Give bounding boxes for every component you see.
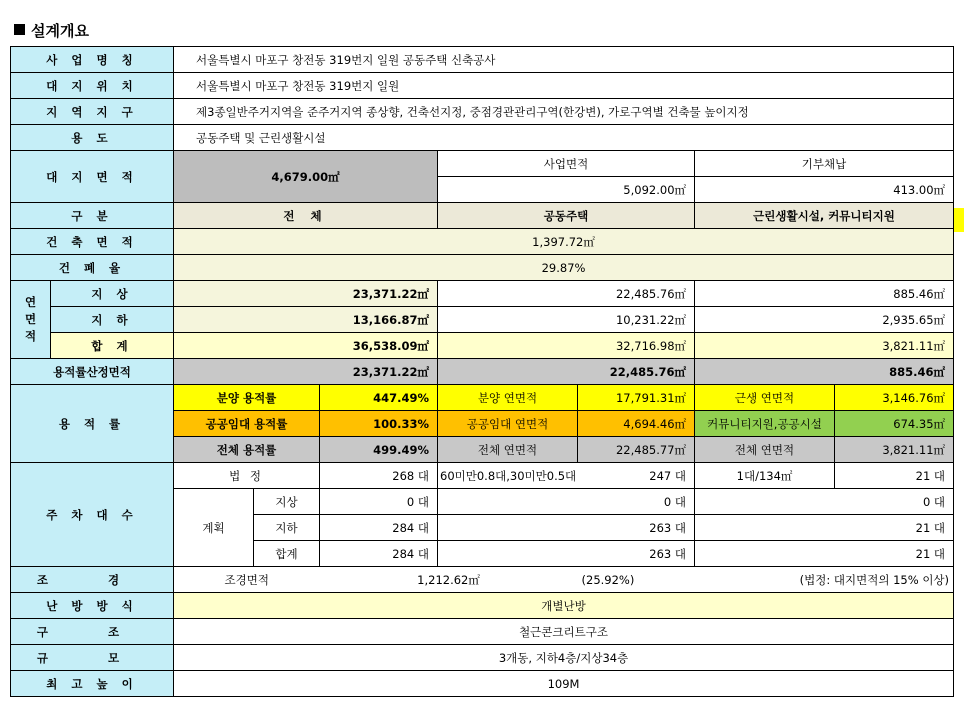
parking-above-housing: 0 대 (438, 489, 695, 515)
sale-floor-label: 분양 연면적 (438, 385, 578, 411)
floor-above-total: 23,371.22㎡ (174, 281, 438, 307)
floor-sum-label: 합 계 (51, 333, 174, 359)
far-rental-label: 공공임대 용적률 (174, 411, 320, 437)
parking-legal-nb-note: 1대/134㎡ (695, 463, 835, 489)
floor-sum-total: 36,538.09㎡ (174, 333, 438, 359)
parking-label: 주 차 대 수 (11, 463, 174, 567)
floor-sum-neighborhood: 3,821.11㎡ (695, 333, 954, 359)
far-sale-label: 분양 용적률 (174, 385, 320, 411)
community-value: 674.35㎡ (835, 411, 954, 437)
division-total: 전 체 (174, 203, 438, 229)
row-building-area (11, 229, 954, 255)
far-total-value: 499.49% (320, 437, 438, 463)
zone-value: 제3종일반주거지역을 준주거지역 종상향, 건축선지정, 중점경관관리구역(한강변), 가로구역별 건축물 높이지정 (174, 99, 954, 125)
nb-floor-value: 3,146.76㎡ (835, 385, 954, 411)
row-far-sale (11, 385, 954, 411)
building-area-label: 건 축 면 적 (11, 229, 174, 255)
far-total-label: 전체 용적률 (174, 437, 320, 463)
site-location-label: 대 지 위 치 (11, 73, 174, 99)
building-area-value: 1,397.72㎡ (174, 229, 954, 255)
division-neighborhood: 근린생활시설, 커뮤니티지원 (695, 203, 954, 229)
far-rental-value: 100.33% (320, 411, 438, 437)
height-value: 109M (174, 671, 954, 697)
scale-value: 3개동, 지하4층/지상34층 (174, 645, 954, 671)
parking-sum-nb: 21 대 (695, 541, 954, 567)
nb-total-floor-value: 3,821.11㎡ (835, 437, 954, 463)
row-site-area-1 (11, 151, 954, 177)
division-label: 구 분 (11, 203, 174, 229)
site-area-value: 4,679.00㎡ (174, 151, 438, 203)
community-label: 커뮤니티지원,공공시설 (695, 411, 835, 437)
total-floor-value: 22,485.77㎡ (578, 437, 695, 463)
parking-sum-label: 합계 (254, 541, 320, 567)
landscape-legal: (법정: 대지면적의 15% 이상) (695, 567, 954, 593)
row-structure (11, 619, 954, 645)
row-height (11, 671, 954, 697)
rental-floor-value: 4,694.46㎡ (578, 411, 695, 437)
parking-legal-label: 법 정 (174, 463, 320, 489)
biz-area-label: 사업면적 (438, 151, 695, 177)
zone-label: 지 역 지 구 (11, 99, 174, 125)
parking-above-label: 지상 (254, 489, 320, 515)
highlight-marker (954, 208, 964, 232)
row-scale (11, 645, 954, 671)
floor-below-total: 13,166.87㎡ (174, 307, 438, 333)
far-label: 용 적 률 (11, 385, 174, 463)
height-label: 최 고 높 이 (11, 671, 174, 697)
far-area-label: 용적률산정면적 (11, 359, 174, 385)
row-project-name (11, 47, 954, 73)
row-coverage (11, 255, 954, 281)
heating-value: 개별난방 (174, 593, 954, 619)
structure-label: 구 조 (11, 619, 174, 645)
parking-legal-housing: 247 대 (578, 463, 695, 489)
nb-total-floor-label: 전체 연면적 (695, 437, 835, 463)
far-area-total: 23,371.22㎡ (174, 359, 438, 385)
row-floor-sum (11, 333, 954, 359)
parking-below-housing: 263 대 (438, 515, 695, 541)
biz-area-value: 5,092.00㎡ (438, 177, 695, 203)
parking-below-total: 284 대 (320, 515, 438, 541)
floor-above-label: 지 상 (51, 281, 174, 307)
design-overview-table (10, 46, 954, 697)
parking-above-nb: 0 대 (695, 489, 954, 515)
total-floor-label: 전체 연면적 (438, 437, 578, 463)
row-floor-above (11, 281, 954, 307)
far-area-housing: 22,485.76㎡ (438, 359, 695, 385)
floor-above-housing: 22,485.76㎡ (438, 281, 695, 307)
far-area-neighborhood: 885.46㎡ (695, 359, 954, 385)
row-site-location (11, 73, 954, 99)
project-name-value: 서울특별시 마포구 창전동 319번지 일원 공동주택 신축공사 (174, 47, 954, 73)
parking-sum-total: 284 대 (320, 541, 438, 567)
parking-legal-total: 268 대 (320, 463, 438, 489)
floor-sum-housing: 32,716.98㎡ (438, 333, 695, 359)
landscape-area-label: 조경면적 (174, 567, 320, 593)
row-parking-legal (11, 463, 954, 489)
floor-area-group-label: 연 면 적 (11, 281, 51, 359)
section-title: 설계개요 (14, 20, 89, 41)
donate-label: 기부채납 (695, 151, 954, 177)
coverage-label: 건 폐 율 (11, 255, 174, 281)
floor-below-label: 지 하 (51, 307, 174, 333)
heating-label: 난 방 방 식 (11, 593, 174, 619)
landscape-area-value: 1,212.62㎡ (320, 567, 578, 593)
donate-value: 413.00㎡ (695, 177, 954, 203)
far-sale-value: 447.49% (320, 385, 438, 411)
rental-floor-label: 공공임대 연면적 (438, 411, 578, 437)
row-far-area (11, 359, 954, 385)
parking-sum-housing: 263 대 (438, 541, 695, 567)
floor-below-neighborhood: 2,935.65㎡ (695, 307, 954, 333)
division-housing: 공동주택 (438, 203, 695, 229)
structure-value: 철근콘크리트구조 (174, 619, 954, 645)
use-value: 공동주택 및 근린생활시설 (174, 125, 954, 151)
site-area-label: 대 지 면 적 (11, 151, 174, 203)
site-location-value: 서울특별시 마포구 창전동 319번지 일원 (174, 73, 954, 99)
landscape-label: 조 경 (11, 567, 174, 593)
parking-below-label: 지하 (254, 515, 320, 541)
sale-floor-value: 17,791.31㎡ (578, 385, 695, 411)
parking-legal-nb: 21 대 (835, 463, 954, 489)
row-division (11, 203, 954, 229)
parking-below-nb: 21 대 (695, 515, 954, 541)
landscape-ratio: (25.92%) (578, 567, 695, 593)
row-heating (11, 593, 954, 619)
parking-above-total: 0 대 (320, 489, 438, 515)
nb-floor-label: 근생 연면적 (695, 385, 835, 411)
coverage-value: 29.87% (174, 255, 954, 281)
project-name-label: 사 업 명 칭 (11, 47, 174, 73)
row-use (11, 125, 954, 151)
floor-below-housing: 10,231.22㎡ (438, 307, 695, 333)
row-floor-below (11, 307, 954, 333)
use-label: 용 도 (11, 125, 174, 151)
scale-label: 규 모 (11, 645, 174, 671)
parking-plan-label: 계획 (174, 489, 254, 567)
square-bullet-icon (14, 24, 25, 35)
row-landscape (11, 567, 954, 593)
parking-legal-note: 60미만0.8대,30미만0.5대 (438, 463, 578, 489)
floor-above-neighborhood: 885.46㎡ (695, 281, 954, 307)
row-zone (11, 99, 954, 125)
